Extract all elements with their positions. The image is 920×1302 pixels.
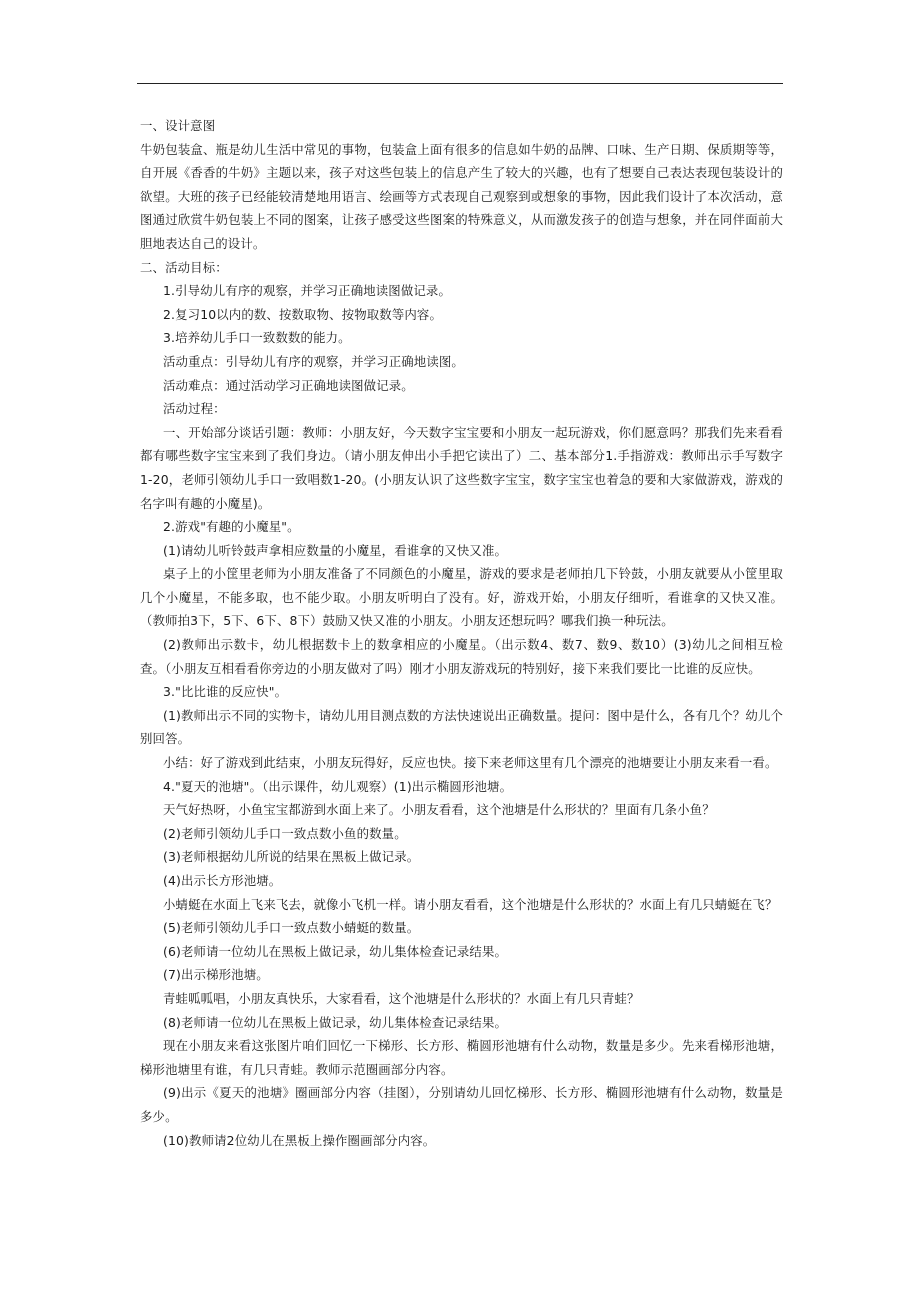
game-title: 2.游戏"有趣的小魔星"。 <box>163 519 300 535</box>
process-step: (1)请幼儿听铃鼓声拿相应数量的小魔星，看谁拿的又快又准。 <box>163 542 508 558</box>
design-paragraph: 牛奶包装盒、瓶是幼儿生活中常见的事物，包装盒上面有很多的信息如牛奶的品牌、口味、生产日期、保质期等等，自开展《香香的牛奶》主题以来，孩子对这些包装上的信息产生了较大的兴趣，也有了想要自己表达表现包装设计的欲望。大班的孩子已经能较清楚地用语言、绘画等方式表现自己观察到或想象的事物，因此我们设计了本次活动，意图通过欣赏牛奶包装上不同的图案，让孩子感受这些图案的特殊意义，从而激发孩子的创造与想象，并在同伴面前大胆地表达自己的设计。 <box>140 141 783 251</box>
process-step: (6)老师请一位幼儿在黑板上做记录，幼儿集体检查记录结果。 <box>163 943 508 959</box>
process-paragraph: (2)教师出示数卡，幼儿根据数卡上的数拿相应的小魔星。（出示数4、数7、数9、数10）(3)幼儿之间相互检查。（小朋友互相看看你旁边的小朋友做对了吗）刚才小朋友游戏玩的特别好，接下来我们要比一比谁的反应快。 <box>140 637 783 676</box>
section-heading-design: 一、设计意图 <box>140 118 216 133</box>
summary-paragraph: 小结：好了游戏到此结束，小朋友玩得好，反应也快。接下来老师这里有几个漂亮的池塘要让小朋友来看一看。 <box>163 755 778 771</box>
process-paragraph: (9)出示《夏天的池塘》圈画部分内容（挂图），分别请幼儿回忆梯形、长方形、椭圆形池塘有什么动物，数量是多少。 <box>140 1085 783 1124</box>
difficulty-point: 活动难点：通过活动学习正确地读图做记录。 <box>163 377 414 393</box>
goal-item-3: 3.培养幼儿手口一致数数的能力。 <box>163 330 351 346</box>
goal-item-2: 2.复习10以内的数、按数取物、按物取数等内容。 <box>163 306 443 322</box>
document-body <box>140 114 783 1152</box>
process-paragraph: 现在小朋友来看这张图片咱们回忆一下梯形、长方形、椭圆形池塘有什么动物，数量是多少。先来看梯形池塘，梯形池塘里有谁，有几只青蛙。教师示范圈画部分内容。 <box>140 1038 783 1077</box>
process-paragraph: 桌子上的小筐里老师为小朋友准备了不同颜色的小魔星，游戏的要求是老师拍几下铃鼓，小朋友就要从小筐里取几个小魔星，不能多取，也不能少取。小朋友听明白了没有。好，游戏开始，小朋友仔细听，看谁拿的又快又准。（教师拍3下，5下、6下、8下）鼓励又快又准的小朋友。小朋友还想玩吗？哪我们换一种玩法。 <box>140 566 783 629</box>
process-step: (8)老师请一位幼儿在黑板上做记录，幼儿集体检查记录结果。 <box>163 1014 508 1030</box>
process-step: (4)出示长方形池塘。 <box>163 873 282 888</box>
process-step: (5)老师引领幼儿手口一致点数小蜻蜓的数量。 <box>163 920 420 936</box>
goal-item-1: 1.引导幼儿有序的观察，并学习正确地读图做记录。 <box>163 283 452 299</box>
process-paragraph: (1)教师出示不同的实物卡，请幼儿用目测点数的方法快速说出正确数量。提问：图中是什么，各有几个？幼儿个别回答。 <box>140 707 783 747</box>
process-paragraph: 天气好热呀，小鱼宝宝都游到水面上来了。小朋友看看，这个池塘是什么形状的？里面有几条小鱼？ <box>163 802 715 818</box>
process-paragraph: 青蛙呱呱唱，小朋友真快乐，大家看看，这个池塘是什么形状的？水面上有几只青蛙？ <box>163 990 640 1006</box>
key-point: 活动重点：引导幼儿有序的观察，并学习正确地读图。 <box>163 353 464 369</box>
game-title: 4."夏天的池塘"。（出示课件，幼儿观察）(1)出示椭圆形池塘。 <box>163 778 513 794</box>
process-step: (10)教师请2位幼儿在黑板上操作圈画部分内容。 <box>163 1132 436 1148</box>
process-step: (3)老师根据幼儿所说的结果在黑板上做记录。 <box>163 849 420 865</box>
header-rule <box>137 83 783 84</box>
process-heading: 活动过程： <box>163 401 226 417</box>
game-title: 3."比比谁的反应快"。 <box>163 684 288 700</box>
section-heading-goals: 二、活动目标： <box>140 259 228 275</box>
process-step: (7)出示梯形池塘。 <box>163 967 269 983</box>
process-paragraph: 一、开始部分谈话引题：教师：小朋友好，今天数字宝宝要和小朋友一起玩游戏，你们愿意吗？那我们先来看看都有哪些数字宝宝来到了我们身边。（请小朋友伸出小手把它读出了）二、基本部分1.手指游戏：教师出示手写数字1-20，老师引领幼儿手口一致唱数1-20。(小朋友认识了这些数字宝宝，数字宝宝也着急的要和大家做游戏，游戏的名字叫有趣的小魔星)。 <box>140 424 783 511</box>
process-step: (2)老师引领幼儿手口一致点数小鱼的数量。 <box>163 825 407 841</box>
process-paragraph: 小蜻蜓在水面上飞来飞去，就像小飞机一样。请小朋友看看，这个池塘是什么形状的？水面上有几只蜻蜓在飞？ <box>163 896 778 912</box>
